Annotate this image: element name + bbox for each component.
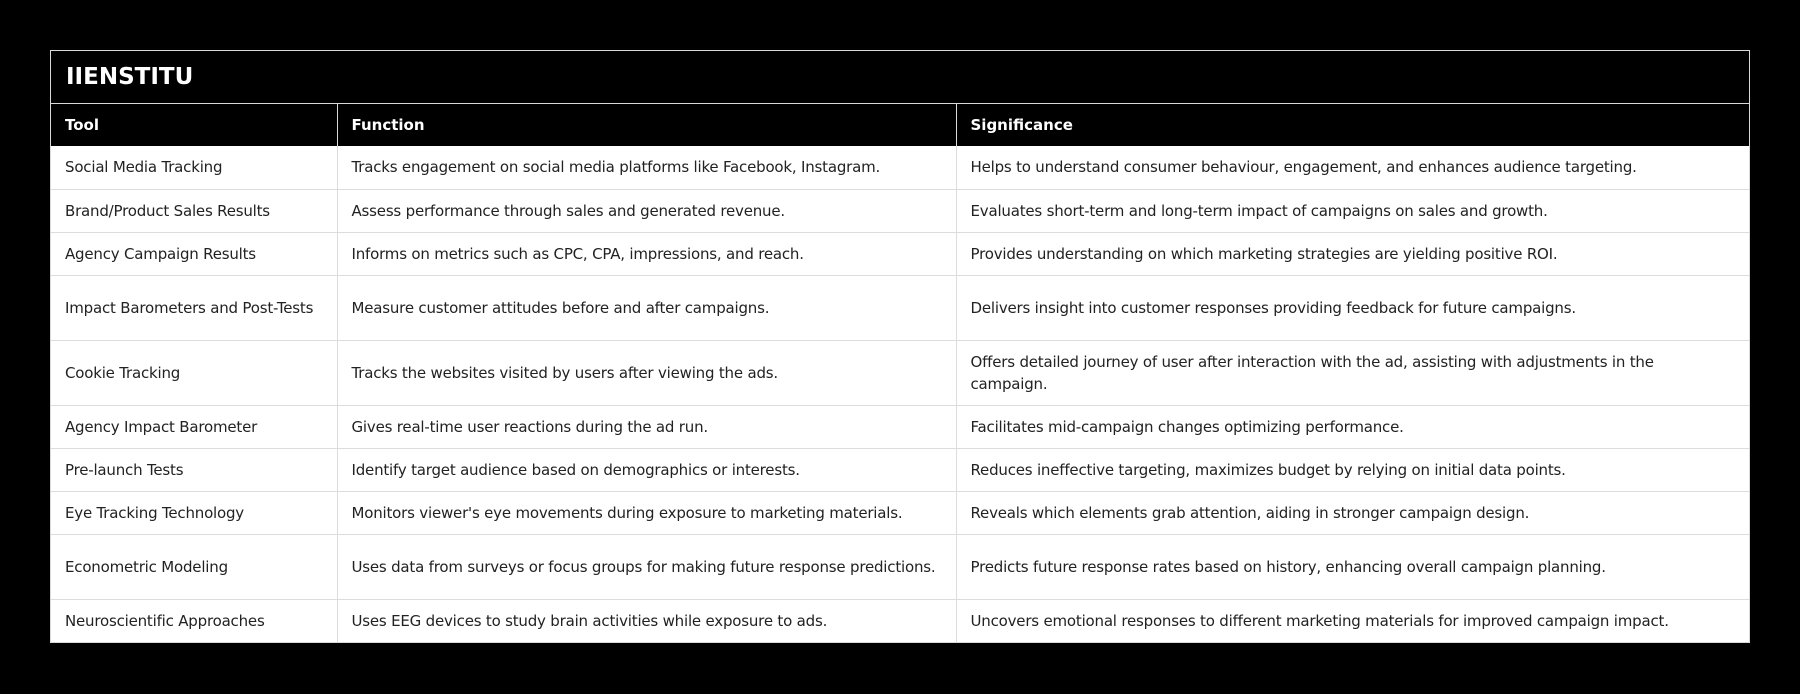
tools-table <box>51 104 1749 642</box>
table-row <box>51 599 1749 642</box>
table-row <box>51 491 1749 534</box>
table-row <box>51 275 1749 340</box>
table-row <box>51 340 1749 405</box>
cell-significance: Reveals which elements grab attention, aiding in stronger campaign design. <box>956 491 1749 534</box>
cell-significance: Delivers insight into customer responses providing feedback for future campaigns. <box>956 275 1749 340</box>
cell-function: Identify target audience based on demographics or interests. <box>337 448 956 491</box>
table-title: IIENSTITU <box>51 51 1749 104</box>
cell-significance: Evaluates short-term and long-term impact of campaigns on sales and growth. <box>956 189 1749 232</box>
cell-significance: Offers detailed journey of user after interaction with the ad, assisting with adjustments in the campaign. <box>956 340 1749 405</box>
cell-significance: Uncovers emotional responses to different marketing materials for improved campaign impact. <box>956 599 1749 642</box>
cell-significance: Predicts future response rates based on history, enhancing overall campaign planning. <box>956 534 1749 599</box>
column-header-function: Function <box>337 104 956 146</box>
table-row <box>51 232 1749 275</box>
column-header-significance: Significance <box>956 104 1749 146</box>
cell-function: Uses data from surveys or focus groups for making future response predictions. <box>337 534 956 599</box>
cell-tool: Eye Tracking Technology <box>51 491 337 534</box>
table-row <box>51 146 1749 189</box>
cell-function: Informs on metrics such as CPC, CPA, impressions, and reach. <box>337 232 956 275</box>
cell-function: Assess performance through sales and generated revenue. <box>337 189 956 232</box>
cell-significance: Facilitates mid-campaign changes optimizing performance. <box>956 405 1749 448</box>
cell-significance: Helps to understand consumer behaviour, engagement, and enhances audience targeting. <box>956 146 1749 189</box>
cell-tool: Neuroscientific Approaches <box>51 599 337 642</box>
table-header <box>51 104 1749 146</box>
cell-tool: Social Media Tracking <box>51 146 337 189</box>
cell-tool: Agency Campaign Results <box>51 232 337 275</box>
cell-function: Monitors viewer's eye movements during exposure to marketing materials. <box>337 491 956 534</box>
cell-tool: Econometric Modeling <box>51 534 337 599</box>
cell-function: Measure customer attitudes before and after campaigns. <box>337 275 956 340</box>
tools-table-container <box>50 50 1750 643</box>
cell-tool: Pre-launch Tests <box>51 448 337 491</box>
column-header-tool: Tool <box>51 104 337 146</box>
cell-tool: Impact Barometers and Post-Tests <box>51 275 337 340</box>
cell-significance: Provides understanding on which marketing strategies are yielding positive ROI. <box>956 232 1749 275</box>
cell-function: Gives real-time user reactions during the ad run. <box>337 405 956 448</box>
cell-function: Uses EEG devices to study brain activities while exposure to ads. <box>337 599 956 642</box>
table-body <box>51 146 1749 642</box>
table-row <box>51 189 1749 232</box>
table-row <box>51 448 1749 491</box>
cell-function: Tracks engagement on social media platforms like Facebook, Instagram. <box>337 146 956 189</box>
table-row <box>51 534 1749 599</box>
cell-significance: Reduces ineffective targeting, maximizes budget by relying on initial data points. <box>956 448 1749 491</box>
cell-tool: Agency Impact Barometer <box>51 405 337 448</box>
cell-function: Tracks the websites visited by users after viewing the ads. <box>337 340 956 405</box>
cell-tool: Brand/Product Sales Results <box>51 189 337 232</box>
cell-tool: Cookie Tracking <box>51 340 337 405</box>
table-row <box>51 405 1749 448</box>
header-row <box>51 104 1749 146</box>
